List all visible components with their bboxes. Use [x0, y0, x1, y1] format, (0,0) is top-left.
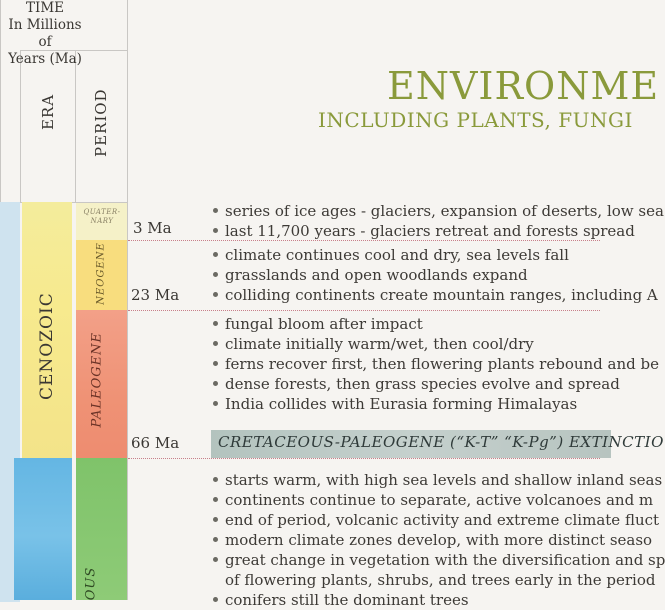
list-item: modern climate zones develop, with more distinct seaso — [213, 530, 665, 550]
list-item: great change in vegetation with the diversification and sp — [213, 550, 665, 570]
quaternary-bullet-list — [213, 201, 664, 241]
bullet-dot — [213, 557, 218, 562]
paleogene-bullet-list — [213, 314, 659, 414]
list-item: conifers still the dominant trees — [213, 590, 665, 610]
boundary-line-66ma — [128, 458, 600, 459]
bullet-dot — [213, 537, 218, 542]
list-item: series of ice ages - glaciers, expansion of deserts, low sea — [213, 201, 664, 221]
era-column-divider — [20, 50, 21, 202]
ma-label-66: 66 Ma — [131, 434, 180, 452]
list-item: last 11,700 years - glaciers retreat and forests spread — [213, 221, 664, 241]
list-item: end of period, volcanic activity and extreme climate fluct — [213, 510, 665, 530]
cretaceous-bullet-list — [213, 470, 665, 610]
neogene-bullet-list — [213, 245, 658, 305]
ma-label-23: 23 Ma — [131, 286, 180, 304]
list-item: fungal bloom after impact — [213, 314, 659, 334]
bullet-dot — [213, 208, 218, 213]
bullet-dot — [213, 272, 218, 277]
bullet-dot — [213, 497, 218, 502]
period-column-divider — [75, 50, 76, 202]
extinction-event-label: CRETACEOUS-PALEOGENE (“K-T” “K-Pg”) EXTINCTIO — [218, 433, 664, 451]
bullet-dot — [213, 321, 218, 326]
time-column-header — [0, 0, 90, 68]
time-header-sub2: Years (Ma) — [8, 51, 82, 67]
list-item: starts warm, with high sea levels and shallow inland seas — [213, 470, 665, 490]
era-cenozoic-label: CENOZOIC — [37, 292, 57, 400]
list-item: colliding continents create mountain ranges, including A — [213, 285, 658, 305]
bullet-dot — [213, 597, 218, 602]
list-item: dense forests, then grass species evolve and spread — [213, 374, 659, 394]
period-neogene-label: NEOGENE — [95, 242, 107, 305]
period-quaternary-label: QUATER-NARY — [83, 208, 121, 225]
time-header-title: TIME — [25, 0, 64, 16]
era-column-header: ERA — [39, 93, 57, 131]
bullet-dot — [213, 517, 218, 522]
period-cretaceous-label: OUS — [83, 566, 99, 601]
list-item: climate continues cool and dry, sea levels fall — [213, 245, 658, 265]
bullet-dot — [213, 341, 218, 346]
ma-label-3: 3 Ma — [133, 219, 172, 237]
bullet-dot — [213, 292, 218, 297]
bullet-dot — [213, 381, 218, 386]
bullet-dot — [213, 401, 218, 406]
list-item: climate initially warm/wet, then cool/dry — [213, 334, 659, 354]
bullet-dot — [213, 477, 218, 482]
period-paleogene-label: PALEOGENE — [89, 332, 105, 428]
time-header-sub1: In Millions of — [8, 17, 82, 50]
bullet-dot — [213, 361, 218, 366]
period-column-header: PERIOD — [92, 88, 110, 157]
list-item: grasslands and open woodlands expand — [213, 265, 658, 285]
era-mesozoic-block — [14, 458, 72, 600]
boundary-line-23ma — [128, 310, 600, 311]
list-item: continents continue to separate, active volcanoes and m — [213, 490, 665, 510]
list-item: India collides with Eurasia forming Himalayas — [213, 394, 659, 414]
list-item-continuation: of flowering plants, shrubs, and trees early in the period — [225, 571, 656, 589]
bullet-dot — [213, 252, 218, 257]
timeline-right-border — [127, 0, 128, 600]
page-title: ENVIRONME — [387, 64, 660, 108]
page-subtitle: INCLUDING PLANTS, FUNGI — [318, 108, 633, 132]
bullet-dot — [213, 228, 218, 233]
list-item: ferns recover first, then flowering plants rebound and be — [213, 354, 659, 374]
